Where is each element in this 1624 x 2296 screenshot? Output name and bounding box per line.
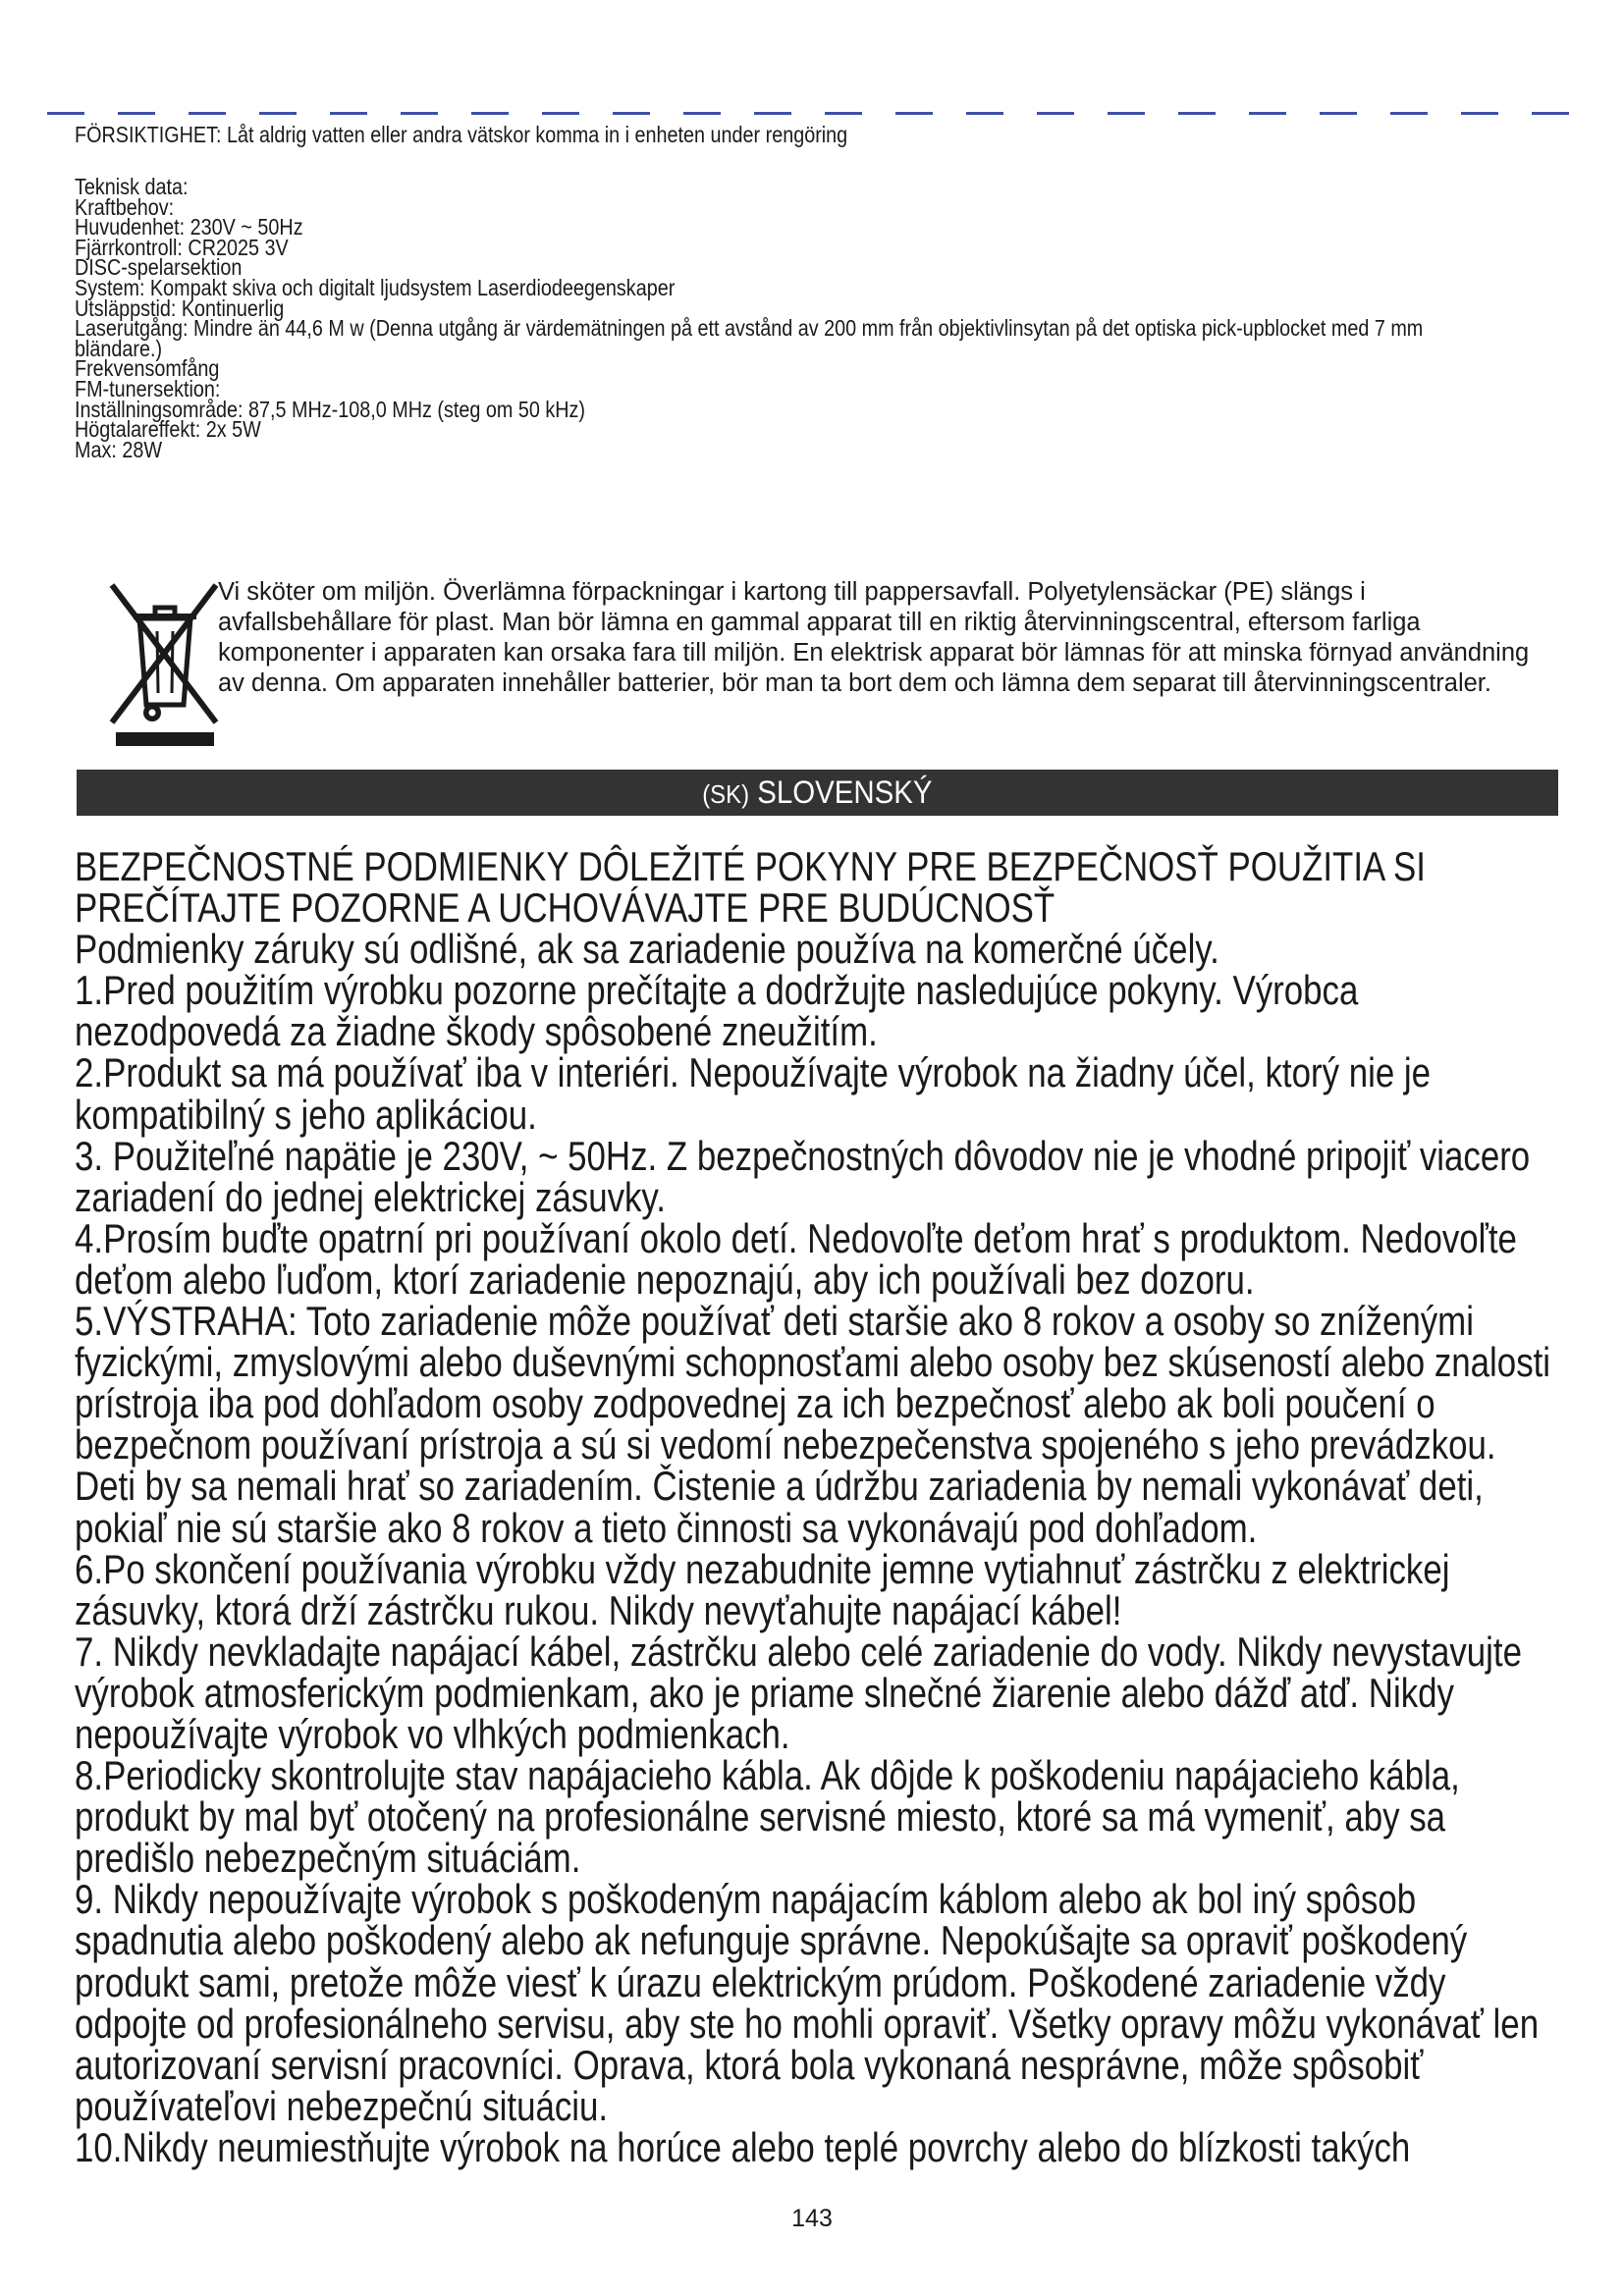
tech-line: Inställningsområde: 87,5 MHz-108,0 MHz (steg om 50 kHz) [75,396,585,422]
tech-line: Huvudenhet: 230V ~ 50Hz [75,214,303,240]
page-number: 143 [791,2205,833,2232]
section-heading [702,774,932,811]
tech-line: Utsläppstid: Kontinuerlig [75,294,285,321]
safety-paragraph: Podmienky záruky sú odlišné, ak sa zariadenie používa na komerčné účely. [75,926,1219,973]
section-header-bar [77,770,1558,816]
safety-paragraph: 9. Nikdy nepoužívajte výrobok s poškodeným napájacím káblom alebo ak bol iný spôsob spadnutia alebo poškodený alebo ak nefunguje správne. Nepokúšajte sa opraviť poškodený produkt sami, pretože môže viesť k úrazu elektrickým prúdom. Poškodené zariadenie vždy odpojte od profesionálneho servisu, aby ste ho mohli opraviť. Všetky opravy môžu vykonávať len autorizovaní servisní pracovníci. Oprava, ktorá bola vykonaná nesprávne, môže spôsobiť používateľovi nebezpečnú situáciu. [75,1876,1540,2129]
language-name: SLOVENSKÝ [757,774,933,810]
safety-paragraph: 5.VÝSTRAHA: Toto zariadenie môže používať deti staršie ako 8 rokov a osoby so zníženými fyzickými, zmyslovými alebo duševnými schopnosťami alebo osoby bez skúseností alebo znalosti prístroja iba pod dohľadom osoby zodpovednej za ich bezpečnosť alebo ak boli poučení o bezpečnom používaní prístroja a sú si vedomí nebezpečenstva spojeného s jeho prevádzkou. Deti by sa nemali hrať so zariadením. Čistenie a údržbu zariadenia by nemali vykonávať deti, pokiaľ nie sú staršie ako 8 rokov a tieto činnosti sa vykonávajú pod dohľadom. [75,1298,1551,1551]
safety-paragraph: 8.Periodicky skontrolujte stav napájacieho kábla. Ak dôjde k poškodeniu napájacieho kábla, produkt by mal byť otočený na profesionálne servisné miesto, ktoré sa má vymeniť, aby sa predišlo nebezpečným situáciám. [75,1752,1460,1882]
safety-paragraph: 1.Pred použitím výrobku pozorne prečítajte a dodržujte nasledujúce pokyny. Výrobca nezodpovedá za žiadne škody spôsobené zneužitím. [75,967,1359,1055]
caution-note: FÖRSIKTIGHET: Låt aldrig vatten eller andra vätskor komma in i enheten under rengöring [75,122,854,148]
safety-paragraph: 2.Produkt sa má používať iba v interiéri. Nepoužívajte výrobok na žiadny účel, ktorý nie je kompatibilný s jeho aplikáciou. [75,1049,1432,1138]
recycling-notice: Vi sköter om miljön. Överlämna förpackningar i kartong till pappersavfall. Polyetylensäckar (PE) slängs i avfallsbehållare för plast. Man bör lämna en gammal apparat till en riktig återvinningscentral, eftersom farliga komponenter i apparaten kan orsaka fara till miljön. En elektrisk apparat bör lämnas för att minska förnyad användning av denna. Om apparaten innehåller batterier, bör man ta bort dem och lämna dem separat till återvinningscentraler. [218,578,1530,697]
safety-paragraph: 10.Nikdy neumiestňujte výrobok na horúce alebo teplé povrchy alebo do blízkosti takých [75,2123,1411,2170]
tech-line: DISC-spelarsektion [75,254,243,281]
tech-line: Laserutgång: Mindre än 44,6 M w (Denna utgång är värdemätningen på ett avstånd av 200 mm från objektivlinsytan på det optiska pick-upblocket med 7 mm bländare.) [75,315,1424,361]
tech-line: Kraftbehov: [75,193,175,220]
safety-paragraph: 3. Použiteľné napätie je 230V, ~ 50Hz. Z bezpečnostných dôvodov nie je vhodné pripojiť viacero zariadení do jednej elektrickej zásuvky. [75,1132,1531,1220]
safety-paragraph: 6.Po skončení používania výrobku vždy nezabudnite jemne vytiahnuť zástrčku z elektrickej zásuvky, ktorá drží zástrčku rukou. Nikdy nevyťahujte napájací kábel! [75,1545,1450,1633]
tech-line: Frekvensomfång [75,355,220,382]
safety-instructions [75,843,1558,2170]
tech-line: Fjärrkontroll: CR2025 3V [75,234,289,260]
language-code: (SK) [702,779,750,809]
safety-paragraph: 7. Nikdy nevkladajte napájací kábel, zástrčku alebo celé zariadenie do vody. Nikdy nevystavujte výrobok atmosferickým podmienkam, ako je priame slnečné žiarenie alebo dážď atď. Nikdy nepoužívajte výrobok vo vlhkých podmienkach. [75,1628,1522,1757]
weee-crossed-bin-icon [106,577,224,749]
technical-data [75,174,1459,462]
dashed-separator [47,112,1597,115]
tech-line: FM-tunersektion: [75,375,221,401]
tech-line: Max: 28W [75,436,163,462]
tech-line: Teknisk data: [75,174,189,199]
safety-heading: BEZPEČNOSTNÉ PODMIENKY DÔLEŽITÉ POKYNY PRE BEZPEČNOSŤ POUŽITIA SI PREČÍTAJTE POZORNE A UCHOVÁVAJTE PRE BUDÚCNOSŤ [75,843,1426,932]
tech-line: System: Kompakt skiva och digitalt ljudsystem Laserdiodeegenskaper [75,274,676,300]
safety-paragraph: 4.Prosím buďte opatrní pri používaní okolo detí. Nedovoľte deťom hrať s produktom. Nedovoľte deťom alebo ľuďom, ktorí zariadenie nepoznajú, aby ich používali bez dozoru. [75,1214,1517,1303]
tech-line: Högtalareffekt: 2x 5W [75,416,261,443]
